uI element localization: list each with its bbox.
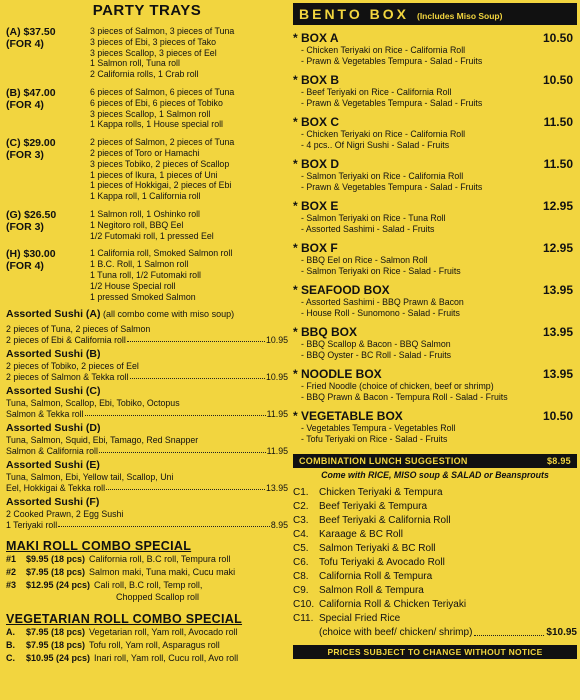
assorted-sushi-price-line [6, 335, 288, 346]
lunch-combo-item [293, 528, 577, 542]
assorted-sushi-a-header [6, 308, 288, 321]
lunch-combo-item [293, 542, 577, 556]
assorted-sushi-price-line [6, 483, 288, 494]
lunch-combo-code: C1. [293, 487, 309, 498]
bento-box-name: * BBQ BOX [293, 325, 358, 339]
bento-box-line: - Assorted Sashimi - BBQ Prawn & Bacon [301, 297, 464, 307]
veg-combo-row [6, 626, 288, 639]
vegetarian-combo-title: VEGETARIAN ROLL COMBO SPECIAL [6, 612, 243, 627]
lunch-combo-text: Salmon Teriyaki & BC Roll [319, 543, 436, 554]
assorted-sushi-price: 13.95 [265, 482, 288, 493]
tray-line: 1 pieces of Ikura, 1 pieces of Uni [90, 169, 218, 180]
tray-price-block [6, 26, 90, 80]
lunch-combo-item [293, 500, 577, 514]
assorted-sushi-price-line [6, 409, 288, 420]
assorted-sushi-note: (all combo come with miso soup) [103, 309, 235, 320]
maki-combo-extra-line: Chopped Scallop roll [116, 592, 200, 603]
bento-box-name: * SEAFOOD BOX [293, 283, 390, 297]
bento-box-item [293, 283, 577, 319]
assorted-sushi-item [6, 324, 288, 345]
lunch-combo-item [293, 598, 577, 612]
combo-price: $7.95 (18 pcs) [26, 567, 86, 578]
left-column [6, 0, 288, 700]
price-notice-bar: PRICES SUBJECT TO CHANGE WITHOUT NOTICE [293, 645, 577, 659]
tray-price: (C) $29.00 [6, 137, 56, 150]
veg-combo-row [6, 639, 288, 652]
lunch-combo-item [293, 486, 577, 500]
lunch-combo-code: C6. [293, 557, 309, 568]
party-tray [6, 137, 288, 202]
combo-price: $10.95 (24 pcs) [26, 653, 91, 664]
bento-box-line: - 4 pcs.. Of Nigri Sushi - Salad - Fruits [301, 140, 450, 150]
tray-serves: (FOR 4) [6, 38, 44, 50]
assorted-sushi-item [6, 496, 288, 530]
assorted-sushi-last-line: Eel, Hokkigai & Tekka roll [6, 482, 106, 493]
tray-serves: (FOR 3) [6, 220, 44, 233]
lunch-combo-code: C8. [293, 571, 309, 582]
assorted-sushi-a-title: Assorted Sushi (A) [6, 308, 101, 321]
lunch-combo-code: C10. [293, 599, 315, 610]
lunch-c11-extra [293, 626, 577, 639]
lunch-combo-code: C5. [293, 543, 309, 554]
bento-box-heading [293, 409, 577, 423]
bento-box-heading [293, 31, 577, 45]
tray-contents [90, 26, 234, 80]
tray-price-block [6, 87, 90, 130]
combo-code: #2 [6, 567, 17, 578]
bento-box-price: 10.50 [542, 31, 573, 45]
tray-contents [90, 248, 232, 302]
lunch-c11-choice: (choice with beef/ chicken/ shrimp) [319, 627, 473, 638]
bento-box-line: - Fried Noodle (choice of chicken, beef or shrimp) [301, 381, 494, 391]
lunch-combo-text: Tofu Teriyaki & Avocado Roll [319, 557, 445, 568]
bento-box-heading [293, 367, 577, 381]
combo-code: B. [6, 640, 15, 651]
bento-box-line: - Prawn & Vegetables Tempura - Salad - Fruits [301, 56, 483, 66]
bento-box-line: - Salmon Teriyaki on Rice - California Roll [301, 171, 464, 181]
bento-box-name: * BOX C [293, 115, 340, 129]
assorted-sushi-last-line: 1 Teriyaki roll [6, 519, 58, 530]
assorted-sushi-item [6, 385, 288, 419]
tray-line: 1/2 House Special roll [90, 280, 176, 291]
party-tray [6, 87, 288, 130]
assorted-sushi-price: 8.95 [270, 519, 288, 530]
maki-combo-list [6, 553, 288, 592]
combo-description: California roll, B.C roll, Tempura roll [89, 554, 231, 565]
bento-box-name: * VEGETABLE BOX [293, 409, 403, 423]
bento-box-price: 10.50 [542, 73, 573, 87]
assorted-sushi-last-line: 2 pieces of Salmon & Tekka roll [6, 371, 129, 382]
bento-box-price: 13.95 [542, 367, 573, 381]
vegetarian-combo-list [6, 626, 288, 665]
bento-box-line: - Tofu Teriyaki on Rice - Salad - Fruits [301, 434, 448, 444]
dot-leader [85, 409, 266, 417]
lunch-combo-text: Karaage & BC Roll [319, 529, 403, 540]
combo-price: $7.95 (18 pcs) [26, 627, 86, 638]
lunch-combo-code: C11. [293, 613, 314, 624]
lunch-combo-list [293, 486, 577, 626]
bento-box-item [293, 115, 577, 151]
assorted-sushi-item [6, 459, 288, 493]
assorted-sushi-price: 11.95 [266, 408, 288, 419]
tray-line: 3 pieces Scallop, 1 Salmon roll [90, 108, 211, 119]
assorted-sushi-price: 11.95 [266, 445, 288, 456]
tray-price: (A) $37.50 [6, 26, 56, 38]
maki-combo-row [6, 579, 288, 592]
lunch-combo-text: Chicken Teriyaki & Tempura [319, 487, 443, 498]
lunch-combo-code: C4. [293, 529, 309, 540]
bento-box-heading [293, 157, 577, 171]
assorted-sushi-title: Assorted Sushi (B) [6, 348, 101, 361]
combo-price: $12.95 (24 pcs) [26, 580, 91, 591]
bento-box-header [293, 3, 577, 25]
tray-line: 3 pieces of Ebi, 3 pieces of Tako [90, 36, 217, 47]
assorted-sushi-price: 10.95 [265, 371, 288, 382]
lunch-combo-item [293, 584, 577, 598]
bento-box-line: - Salmon Teriyaki on Rice - Salad - Fruits [301, 266, 461, 276]
lunch-combo-item [293, 514, 577, 528]
assorted-sushi-line: Tuna, Salmon, Squid, Ebi, Tamago, Red Snapper [6, 435, 199, 446]
tray-price: (H) $30.00 [6, 248, 56, 261]
lunch-combo-item [293, 612, 577, 626]
bento-box-title: BENTO BOX [299, 6, 409, 22]
assorted-sushi-last-line: 2 pieces of Ebi & California roll [6, 334, 126, 345]
assorted-sushi-price-line [6, 372, 288, 383]
tray-price-block [6, 248, 90, 302]
party-trays-title: PARTY TRAYS [92, 2, 202, 19]
bento-box-item [293, 199, 577, 235]
assorted-sushi-line: 2 pieces of Tobiko, 2 pieces of Eel [6, 361, 139, 372]
tray-line: 2 California rolls, 1 Crab roll [90, 69, 199, 80]
assorted-sushi-title: Assorted Sushi (F) [6, 496, 100, 509]
bento-box-line: - Assorted Sashimi - Salad - Fruits [301, 224, 435, 234]
bento-box-heading [293, 199, 577, 213]
maki-combo-title: MAKI ROLL COMBO SPECIAL [6, 539, 192, 554]
assorted-sushi-last-line: Salmon & California roll [6, 445, 98, 456]
tray-line: 1 Salmon roll, Tuna roll [90, 58, 180, 69]
bento-box-line: - BBQ Oyster - BC Roll - Salad - Fruits [301, 350, 452, 360]
party-trays-list [6, 26, 288, 302]
dot-leader [58, 520, 270, 528]
assorted-sushi-price-line [6, 520, 288, 531]
assorted-sushi-title: Assorted Sushi (C) [6, 385, 101, 398]
tray-line: 1 pressed Smoked Salmon [90, 291, 196, 302]
maki-combo-row [6, 553, 288, 566]
bento-box-heading [293, 115, 577, 129]
tray-line: 2 pieces of Toro or Hamachi [90, 147, 200, 158]
bento-box-list [293, 31, 577, 445]
bento-box-heading [293, 325, 577, 339]
bento-box-line: - Prawn & Vegetables Tempura - Salad - Fruits [301, 182, 483, 192]
bento-box-item [293, 241, 577, 277]
lunch-combo-code: C2. [293, 501, 309, 512]
bento-box-name: * NOODLE BOX [293, 367, 382, 381]
tray-contents [90, 87, 234, 130]
bento-box-line: - Chicken Teriyaki on Rice - California Roll [301, 129, 466, 139]
bento-box-price: 11.50 [543, 157, 573, 171]
dot-leader [106, 483, 265, 491]
bento-box-name: * BOX F [293, 241, 338, 255]
bento-box-line: - Salmon Teriyaki on Rice - Tuna Roll [301, 213, 446, 223]
dot-leader [127, 335, 265, 343]
tray-line: 1 pieces of Hokkigai, 2 pieces of Ebi [90, 180, 232, 191]
combo-code: C. [6, 653, 15, 664]
bento-box-line: - Beef Teriyaki on Rice - California Roll [301, 87, 452, 97]
lunch-suggestion-label: COMBINATION LUNCH SUGGESTION [299, 456, 468, 466]
assorted-sushi-list [6, 324, 288, 530]
tray-line: 6 pieces of Salmon, 6 pieces of Tuna [90, 86, 235, 97]
tray-line: 1 B.C. Roll, 1 Salmon roll [90, 259, 189, 270]
assorted-sushi-item [6, 348, 288, 382]
tray-line: 2 pieces of Salmon, 2 pieces of Tuna [90, 137, 235, 148]
bento-box-price: 13.95 [542, 325, 573, 339]
bento-box-line: - House Roll - Sunomono - Salad - Fruits [301, 308, 460, 318]
tray-price: (G) $26.50 [6, 208, 57, 221]
tray-line: 1 Kappa roll, 1 California roll [90, 191, 201, 202]
tray-serves: (FOR 4) [6, 98, 44, 111]
tray-price: (B) $47.00 [6, 86, 56, 99]
bento-box-name: * BOX E [293, 199, 339, 213]
tray-line: 1 Salmon roll, 1 Oshinko roll [90, 208, 201, 219]
combo-description: Inari roll, Yam roll, Cucu roll, Avo roll [94, 653, 239, 664]
assorted-sushi-last-line: Salmon & Tekka roll [6, 408, 84, 419]
bento-box-price: 12.95 [542, 241, 573, 255]
dot-leader [130, 372, 265, 380]
lunch-combo-text: California Roll & Chicken Teriyaki [319, 599, 467, 610]
lunch-combo-code: C9. [293, 585, 309, 596]
tray-line: 1 Kappa rolls, 1 House special roll [90, 119, 224, 130]
party-tray [6, 26, 288, 80]
party-tray [6, 248, 288, 302]
assorted-sushi-line: Tuna, Salmon, Ebi, Yellow tail, Scallop, Uni [6, 472, 174, 483]
assorted-sushi-title: Assorted Sushi (E) [6, 459, 100, 472]
combo-description: Cali roll, B.C roll, Temp roll, [94, 580, 203, 591]
tray-line: 3 pieces Tobiko, 2 pieces of Scallop [90, 158, 230, 169]
combo-code: #1 [6, 554, 17, 565]
lunch-combo-text: Beef Teriyaki & Tempura [319, 501, 428, 512]
tray-price-block [6, 209, 90, 241]
lunch-c11-price: $10.95 [546, 627, 577, 638]
bento-box-line: - BBQ Scallop & Bacon - BBQ Salmon [301, 339, 451, 349]
combo-description: Salmon maki, Tuna maki, Cucu maki [89, 567, 236, 578]
bento-box-price: 13.95 [542, 283, 573, 297]
bento-box-heading [293, 73, 577, 87]
assorted-sushi-line: Tuna, Salmon, Scallop, Ebi, Tobiko, Octopus [6, 398, 180, 409]
bento-box-heading [293, 283, 577, 297]
assorted-sushi-title: Assorted Sushi (D) [6, 422, 101, 435]
combo-description: Vegetarian roll, Yam roll, Avocado roll [89, 627, 238, 638]
lunch-suggestion-price: $8.95 [546, 456, 571, 466]
dot-leader [99, 446, 266, 454]
bento-box-line: - Chicken Teriyaki on Rice - California Roll [301, 45, 466, 55]
assorted-sushi-line: 2 pieces of Tuna, 2 pieces of Salmon [6, 324, 151, 335]
tray-line: 6 pieces of Ebi, 6 pieces of Tobiko [90, 97, 223, 108]
lunch-combo-text: Salmon Roll & Tempura [319, 585, 424, 596]
tray-price-block [6, 137, 90, 202]
bento-box-subtitle: (Includes Miso Soup) [416, 11, 503, 21]
lunch-suggestion-subtitle: Come with RICE, MISO soup & SALAD or Beansprouts [321, 470, 549, 480]
lunch-combo-text: California Roll & Tempura [319, 571, 433, 582]
tray-contents [90, 137, 234, 202]
bento-box-item [293, 157, 577, 193]
bento-box-item [293, 31, 577, 67]
tray-line: 1 Tuna roll, 1/2 Futomaki roll [90, 269, 201, 280]
lunch-combo-item [293, 570, 577, 584]
bento-box-item [293, 409, 577, 445]
lunch-suggestion-bar [293, 454, 577, 468]
maki-combo-row [6, 566, 288, 579]
combo-price: $9.95 (18 pcs) [26, 554, 86, 565]
bento-box-name: * BOX D [293, 157, 340, 171]
bento-box-line: - Prawn & Vegetables Tempura - Salad - Fruits [301, 98, 483, 108]
tray-line: 1 Negitoro roll, BBQ Eel [90, 219, 184, 230]
assorted-sushi-item [6, 422, 288, 456]
tray-contents [90, 209, 214, 241]
combo-price: $7.95 (18 pcs) [26, 640, 86, 651]
lunch-combo-code: C3. [293, 515, 309, 526]
bento-box-heading [293, 241, 577, 255]
combo-code: #3 [6, 580, 17, 591]
assorted-sushi-line: 2 Cooked Prawn, 2 Egg Sushi [6, 509, 124, 520]
bento-box-line: - BBQ Prawn & Bacon - Tempura Roll - Salad - Fruits [301, 392, 508, 402]
party-tray [6, 209, 288, 241]
tray-line: 1/2 Futomaki roll, 1 pressed Eel [90, 230, 214, 241]
tray-line: 1 California roll, Smoked Salmon roll [90, 248, 233, 259]
bento-box-name: * BOX B [293, 73, 340, 87]
tray-serves: (FOR 3) [6, 149, 44, 162]
bento-box-line: - Vegetables Tempura - Vegetables Roll [301, 423, 456, 433]
lunch-combo-text: Special Fried Rice [319, 613, 401, 624]
lunch-combo-item [293, 556, 577, 570]
veg-combo-row [6, 652, 288, 665]
tray-serves: (FOR 4) [6, 260, 44, 273]
combo-description: Tofu roll, Yam roll, Asparagus roll [89, 640, 220, 651]
bento-box-price: 12.95 [542, 199, 573, 213]
tray-line: 3 pieces of Salmon, 3 pieces of Tuna [90, 26, 235, 36]
combo-code: A. [6, 627, 15, 638]
bento-box-item [293, 73, 577, 109]
bento-box-price: 11.50 [543, 115, 573, 129]
right-column [293, 0, 577, 700]
tray-line: 3 pieces Scallop, 3 pieces of Eel [90, 47, 217, 58]
bento-box-price: 10.50 [542, 409, 573, 423]
bento-box-name: * BOX A [293, 31, 339, 45]
lunch-combo-text: Beef Teriyaki & California Roll [319, 515, 451, 526]
bento-box-item [293, 325, 577, 361]
assorted-sushi-price-line [6, 446, 288, 457]
bento-box-line: - BBQ Eel on Rice - Salmon Roll [301, 255, 428, 265]
dot-leader [474, 626, 544, 636]
bento-box-item [293, 367, 577, 403]
assorted-sushi-price: 10.95 [265, 334, 288, 345]
